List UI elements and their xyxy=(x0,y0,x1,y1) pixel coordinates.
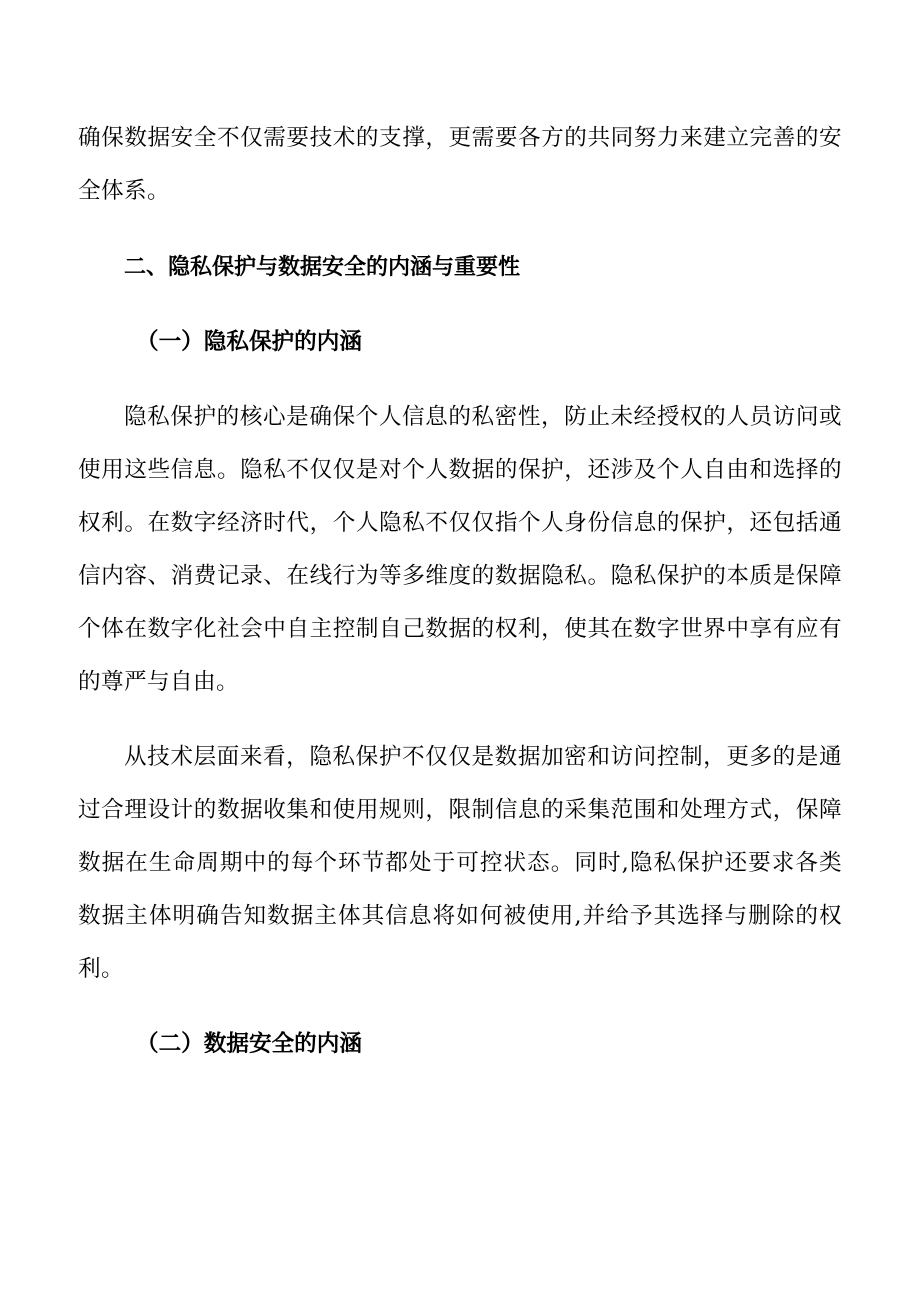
subsection-1-paragraph-1: 隐私保护的核心是确保个人信息的私密性，防止未经授权的人员访问或使用这些信息。隐私不仅仅是对个人数据的保护，还涉及个人自由和选择的权利。在数字经济时代，个人隐私不仅仅指个人身份信息的保护，还包括通信内容、消费记录、在线行为等多维度的数据隐私。隐私保护的本质是保障个体在数字化社会中自主控制自己数据的权利，使其在数字世界中享有应有的尊严与自由。 xyxy=(78,404,842,695)
intro-paragraph: 确保数据安全不仅需要技术的支撑，更需要各方的共同努力来建立完善的安全体系。 xyxy=(78,125,842,204)
spacer xyxy=(78,709,842,731)
subsection-1-paragraph-2: 从技术层面来看，隐私保护不仅仅是数据加密和访问控制，更多的是通过合理设计的数据收集和使用规则，限制信息的采集范围和处理方式，保障数据在生命周期中的每个环节都处于可控状态。同时,隐私保护还要求各类数据主体明确告知数据主体其信息将如何被使用,并给予其选择与删除的权利。 xyxy=(78,744,842,982)
document-page xyxy=(78,112,842,1071)
subsection-1-heading: （一）隐私保护的内涵 xyxy=(136,329,362,355)
spacer xyxy=(78,996,842,1018)
subsection-2-heading: （二）数据安全的内涵 xyxy=(136,1031,362,1057)
spacer xyxy=(78,369,842,391)
spacer xyxy=(78,294,842,316)
spacer xyxy=(78,218,842,241)
section-heading: 二、隐私保护与数据安全的内涵与重要性 xyxy=(124,255,521,280)
